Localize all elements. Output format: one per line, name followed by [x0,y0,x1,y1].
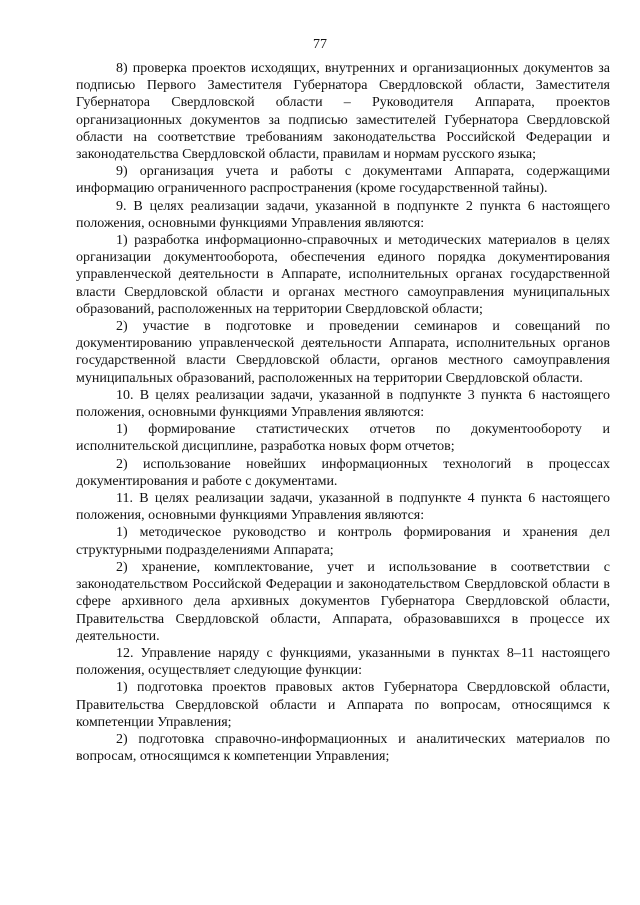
paragraph-clause-11-item-1: 1) методическое руководство и контроль формирования и хранения дел структурными подразделениями Аппарата; [76,525,610,558]
paragraph-clause-9: 9. В целях реализации задачи, указанной в подпункте 2 пункта 6 настоящего положения, основными функциями Управления являются: [76,198,610,231]
paragraph-clause-9-item-2: 2) участие в подготовке и проведении семинаров и совещаний по документированию управленческой деятельности Аппарата, исполнительных органов государственной власти Свердловской области, органов местного самоуправления муниципальных образований, расположенных на территории Свердловской области. [76,319,610,386]
paragraph-item-9-restricted-docs: 9) организация учета и работы с документами Аппарата, содержащими информацию ограниченного распространения (кроме государственной тайны). [76,164,610,197]
paragraph-clause-12: 12. Управление наряду с функциями, указанными в пунктах 8–11 настоящего положения, осуществляет следующие функции: [76,645,610,679]
paragraph-clause-12-item-1: 1) подготовка проектов правовых актов Губернатора Свердловской области, Правительства Свердловской области и Аппарата по вопросам, относящимся к компетенции Управления; [76,680,610,730]
paragraph-clause-9-item-1: 1) разработка информационно-справочных и методических материалов в целях организации документооборота, обеспечения единого порядка документирования управленческой деятельности в Аппарате, исполнительных органах государственной власти Свердловской области и органах местного самоуправления муниципальных образований, расположенных на территории Свердловской области; [76,233,610,317]
paragraph-clause-10-item-1: 1) формирование статистических отчетов по документообороту и исполнительской дисциплине, разработка новых форм отчетов; [76,422,610,455]
paragraph-clause-12-item-2: 2) подготовка справочно-информационных и аналитических материалов по вопросам, относящимся к компетенции Управления; [76,731,610,765]
page-number: 77 [313,37,327,52]
paragraph-item-8-review: 8) проверка проектов исходящих, внутренних и организационных документов за подписью Первого Заместителя Губернатора Свердловской области, Заместителя Губернатора Свердловской области – Руководителя Аппарата, проектов организационных документов за подписью заместителей Губернатора Свердловской области на соответствие требованиям законодательства Российской Федерации и законодательства Свердловской области, правилам и нормам русского языка; [76,61,610,163]
paragraph-clause-11-item-2: 2) хранение, комплектование, учет и использование в соответствии с законодательством Российской Федерации и законодательством Свердловской области в сфере архивного дела архивных документов Губернатора Свердловской области, Правительства Свердловской области, Аппарата, образовавшихся в процессе их деятельности. [76,559,610,644]
paragraph-clause-11: 11. В целях реализации задачи, указанной в подпункте 4 пункта 6 настоящего положения, основными функциями Управления являются: [76,491,610,524]
paragraph-clause-10-item-2: 2) использование новейших информационных технологий в процессах документирования и работе с документами. [76,456,610,489]
paragraph-clause-10: 10. В целях реализации задачи, указанной в подпункте 3 пункта 6 настоящего положения, основными функциями Управления являются: [76,387,610,421]
document-body [76,60,610,765]
